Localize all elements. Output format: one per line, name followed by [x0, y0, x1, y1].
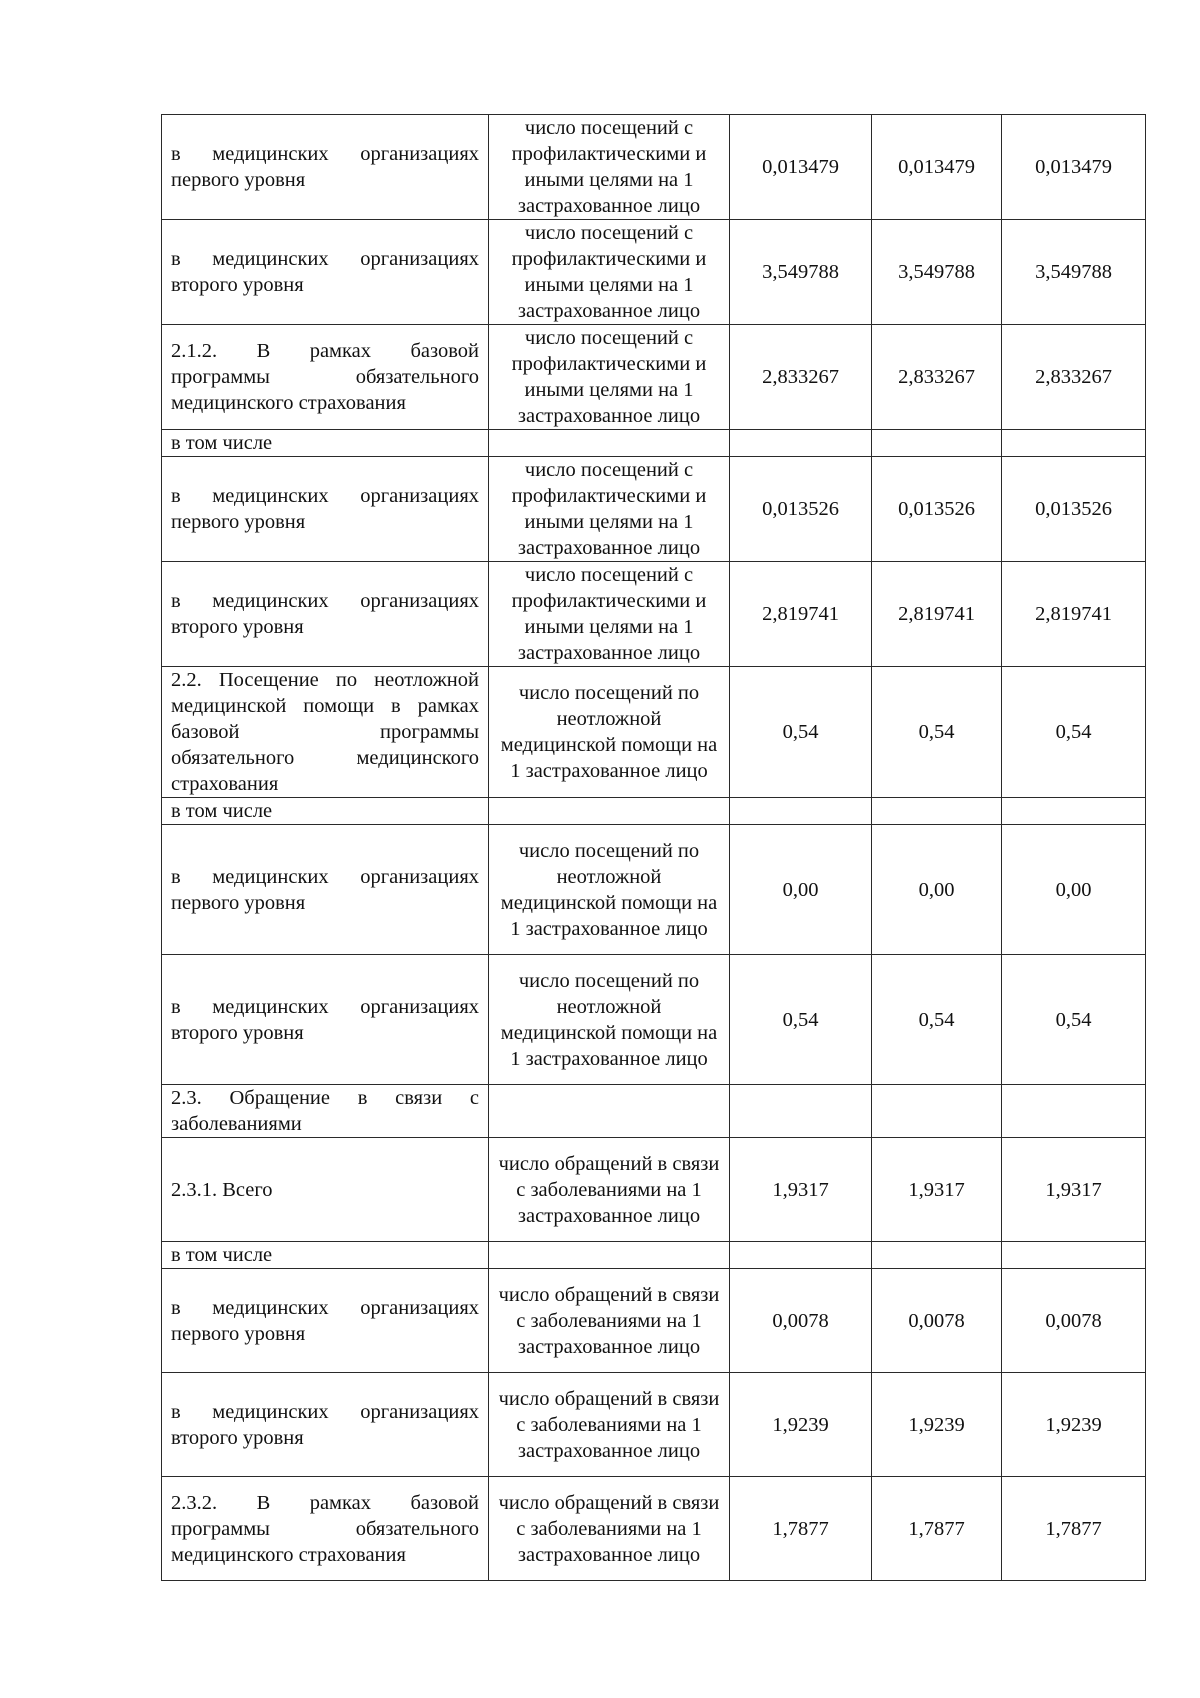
- indicator-name-cell: [162, 798, 489, 825]
- indicator-name-line: программы обязательного: [171, 1517, 479, 1540]
- unit-cell: число обращений в связи с заболеваниями на 1 застрахованное лицо: [489, 1138, 730, 1242]
- value-cell-year-3: 1,9317: [1002, 1138, 1146, 1242]
- value-cell-year-3: 0,00: [1002, 825, 1146, 955]
- table-row: [162, 1477, 1146, 1581]
- indicator-name-line: второго уровня: [171, 1021, 304, 1044]
- value-cell-year-2: 0,0078: [872, 1269, 1002, 1373]
- value-cell-year-3: [1002, 430, 1146, 457]
- value-cell-year-2: 2,819741: [872, 562, 1002, 667]
- value-cell-year-1: 0,013479: [730, 115, 872, 220]
- unit-cell: число обращений в связи с заболеваниями на 1 застрахованное лицо: [489, 1477, 730, 1581]
- value-cell-year-2: 1,9317: [872, 1138, 1002, 1242]
- indicator-name-line: в том числе: [171, 1244, 273, 1266]
- indicator-name-line: 2.2. Посещение по неотложной: [171, 669, 479, 691]
- unit-cell: число посещений по неотложной медицинской помощи на 1 застрахованное лицо: [489, 825, 730, 955]
- table-row: [162, 955, 1146, 1085]
- value-cell-year-2: 0,54: [872, 955, 1002, 1085]
- table-row: [162, 1138, 1146, 1242]
- indicator-name-line: в медицинских организациях: [171, 995, 479, 1018]
- table-row: [162, 430, 1146, 457]
- indicator-name-line: программы обязательного: [171, 366, 479, 388]
- indicator-name-line: первого уровня: [171, 1322, 306, 1345]
- indicator-name-line: 2.1.2. В рамках базовой: [171, 340, 479, 362]
- value-cell-year-1: 2,833267: [730, 325, 872, 430]
- value-cell-year-2: 1,9239: [872, 1373, 1002, 1477]
- value-cell-year-2: 0,013479: [872, 115, 1002, 220]
- indicator-name-line: медицинского страхования: [171, 392, 406, 414]
- value-cell-year-3: 0,0078: [1002, 1269, 1146, 1373]
- indicator-name-line: в медицинских организациях: [171, 1400, 479, 1423]
- indicator-name-line: 2.3. Обращение в связи с: [171, 1087, 479, 1109]
- value-cell-year-3: 2,819741: [1002, 562, 1146, 667]
- value-cell-year-2: 3,549788: [872, 220, 1002, 325]
- unit-cell: число посещений с профилактическими и иными целями на 1 застрахованное лицо: [489, 325, 730, 430]
- value-cell-year-1: 0,54: [730, 667, 872, 798]
- value-cell-year-2: 1,7877: [872, 1477, 1002, 1581]
- indicator-name-line: в медицинских организациях: [171, 865, 479, 888]
- table-row: [162, 115, 1146, 220]
- indicator-name-cell: [162, 825, 489, 955]
- table-row: [162, 1085, 1146, 1138]
- indicator-name-cell: [162, 562, 489, 667]
- indicator-name-cell: [162, 955, 489, 1085]
- value-cell-year-2: [872, 430, 1002, 457]
- indicator-name-line: в медицинских организациях: [171, 1296, 479, 1319]
- value-cell-year-3: 0,54: [1002, 955, 1146, 1085]
- indicator-name-line: в медицинских организациях: [171, 590, 479, 612]
- unit-cell: [489, 798, 730, 825]
- indicator-name-line: обязательного медицинского: [171, 747, 479, 769]
- value-cell-year-1: 0,0078: [730, 1269, 872, 1373]
- value-cell-year-1: 1,9239: [730, 1373, 872, 1477]
- value-cell-year-3: [1002, 1085, 1146, 1138]
- indicator-name-line: базовой программы: [171, 721, 479, 743]
- table-row: [162, 325, 1146, 430]
- indicator-name-line: заболеваниями: [171, 1113, 302, 1135]
- unit-cell: число посещений с профилактическими и иными целями на 1 застрахованное лицо: [489, 220, 730, 325]
- value-cell-year-1: [730, 1085, 872, 1138]
- indicator-name-line: в медицинских организациях: [171, 143, 479, 165]
- value-cell-year-3: 0,013526: [1002, 457, 1146, 562]
- value-cell-year-1: 0,54: [730, 955, 872, 1085]
- unit-cell: число посещений с профилактическими и иными целями на 1 застрахованное лицо: [489, 115, 730, 220]
- value-cell-year-2: 0,00: [872, 825, 1002, 955]
- value-cell-year-3: 2,833267: [1002, 325, 1146, 430]
- value-cell-year-2: [872, 1085, 1002, 1138]
- indicator-name-cell: [162, 1242, 489, 1269]
- indicator-name-line: второго уровня: [171, 616, 304, 638]
- indicator-name-line: в медицинских организациях: [171, 485, 479, 507]
- value-cell-year-1: 1,7877: [730, 1477, 872, 1581]
- value-cell-year-1: 2,819741: [730, 562, 872, 667]
- table-row: [162, 667, 1146, 798]
- value-cell-year-2: 2,833267: [872, 325, 1002, 430]
- unit-cell: число обращений в связи с заболеваниями на 1 застрахованное лицо: [489, 1373, 730, 1477]
- unit-cell: число посещений по неотложной медицинской помощи на 1 застрахованное лицо: [489, 955, 730, 1085]
- value-cell-year-3: 3,549788: [1002, 220, 1146, 325]
- indicator-name-line: первого уровня: [171, 511, 306, 533]
- indicator-name-cell: [162, 220, 489, 325]
- value-cell-year-1: [730, 1242, 872, 1269]
- value-cell-year-3: 0,013479: [1002, 115, 1146, 220]
- value-cell-year-2: 0,54: [872, 667, 1002, 798]
- indicator-name-line: второго уровня: [171, 274, 304, 296]
- indicator-name-cell: [162, 1373, 489, 1477]
- indicator-name-cell: [162, 115, 489, 220]
- indicator-name-line: второго уровня: [171, 1426, 304, 1449]
- value-cell-year-1: 1,9317: [730, 1138, 872, 1242]
- value-cell-year-1: 0,00: [730, 825, 872, 955]
- indicator-name-cell: [162, 1138, 489, 1242]
- value-cell-year-3: [1002, 1242, 1146, 1269]
- indicator-name-cell: [162, 667, 489, 798]
- indicators-table: [161, 114, 1146, 1581]
- indicator-name-line: в медицинских организациях: [171, 248, 479, 270]
- value-cell-year-2: [872, 1242, 1002, 1269]
- indicator-name-line: в том числе: [171, 800, 273, 822]
- table-body: [162, 115, 1146, 1581]
- table-row: [162, 457, 1146, 562]
- indicator-name-cell: [162, 1085, 489, 1138]
- table-row: [162, 1242, 1146, 1269]
- indicator-name-line: в том числе: [171, 432, 273, 454]
- unit-cell: число посещений по неотложной медицинской помощи на 1 застрахованное лицо: [489, 667, 730, 798]
- indicator-name-line: 2.3.2. В рамках базовой: [171, 1491, 479, 1514]
- unit-cell: число посещений с профилактическими и иными целями на 1 застрахованное лицо: [489, 562, 730, 667]
- value-cell-year-1: [730, 798, 872, 825]
- unit-cell: число посещений с профилактическими и иными целями на 1 застрахованное лицо: [489, 457, 730, 562]
- indicator-name-line: страхования: [171, 773, 279, 795]
- table-row: [162, 562, 1146, 667]
- value-cell-year-3: 1,7877: [1002, 1477, 1146, 1581]
- value-cell-year-1: 0,013526: [730, 457, 872, 562]
- value-cell-year-2: 0,013526: [872, 457, 1002, 562]
- unit-cell: число обращений в связи с заболеваниями на 1 застрахованное лицо: [489, 1269, 730, 1373]
- value-cell-year-1: [730, 430, 872, 457]
- indicator-name-cell: [162, 430, 489, 457]
- table-row: [162, 1373, 1146, 1477]
- table-row: [162, 798, 1146, 825]
- unit-cell: [489, 1085, 730, 1138]
- table-row: [162, 220, 1146, 325]
- indicator-name-cell: [162, 1477, 489, 1581]
- value-cell-year-1: 3,549788: [730, 220, 872, 325]
- indicator-name-line: медицинского страхования: [171, 1543, 406, 1566]
- indicator-name-line: медицинской помощи в рамках: [171, 695, 479, 717]
- indicator-name-line: первого уровня: [171, 891, 306, 914]
- indicator-name-line: первого уровня: [171, 169, 306, 191]
- indicator-name-cell: [162, 1269, 489, 1373]
- value-cell-year-3: 0,54: [1002, 667, 1146, 798]
- unit-cell: [489, 430, 730, 457]
- table-row: [162, 825, 1146, 955]
- value-cell-year-2: [872, 798, 1002, 825]
- table-row: [162, 1269, 1146, 1373]
- value-cell-year-3: [1002, 798, 1146, 825]
- unit-cell: [489, 1242, 730, 1269]
- value-cell-year-3: 1,9239: [1002, 1373, 1146, 1477]
- indicator-name-line: 2.3.1. Всего: [171, 1178, 273, 1201]
- indicator-name-cell: [162, 325, 489, 430]
- indicator-name-cell: [162, 457, 489, 562]
